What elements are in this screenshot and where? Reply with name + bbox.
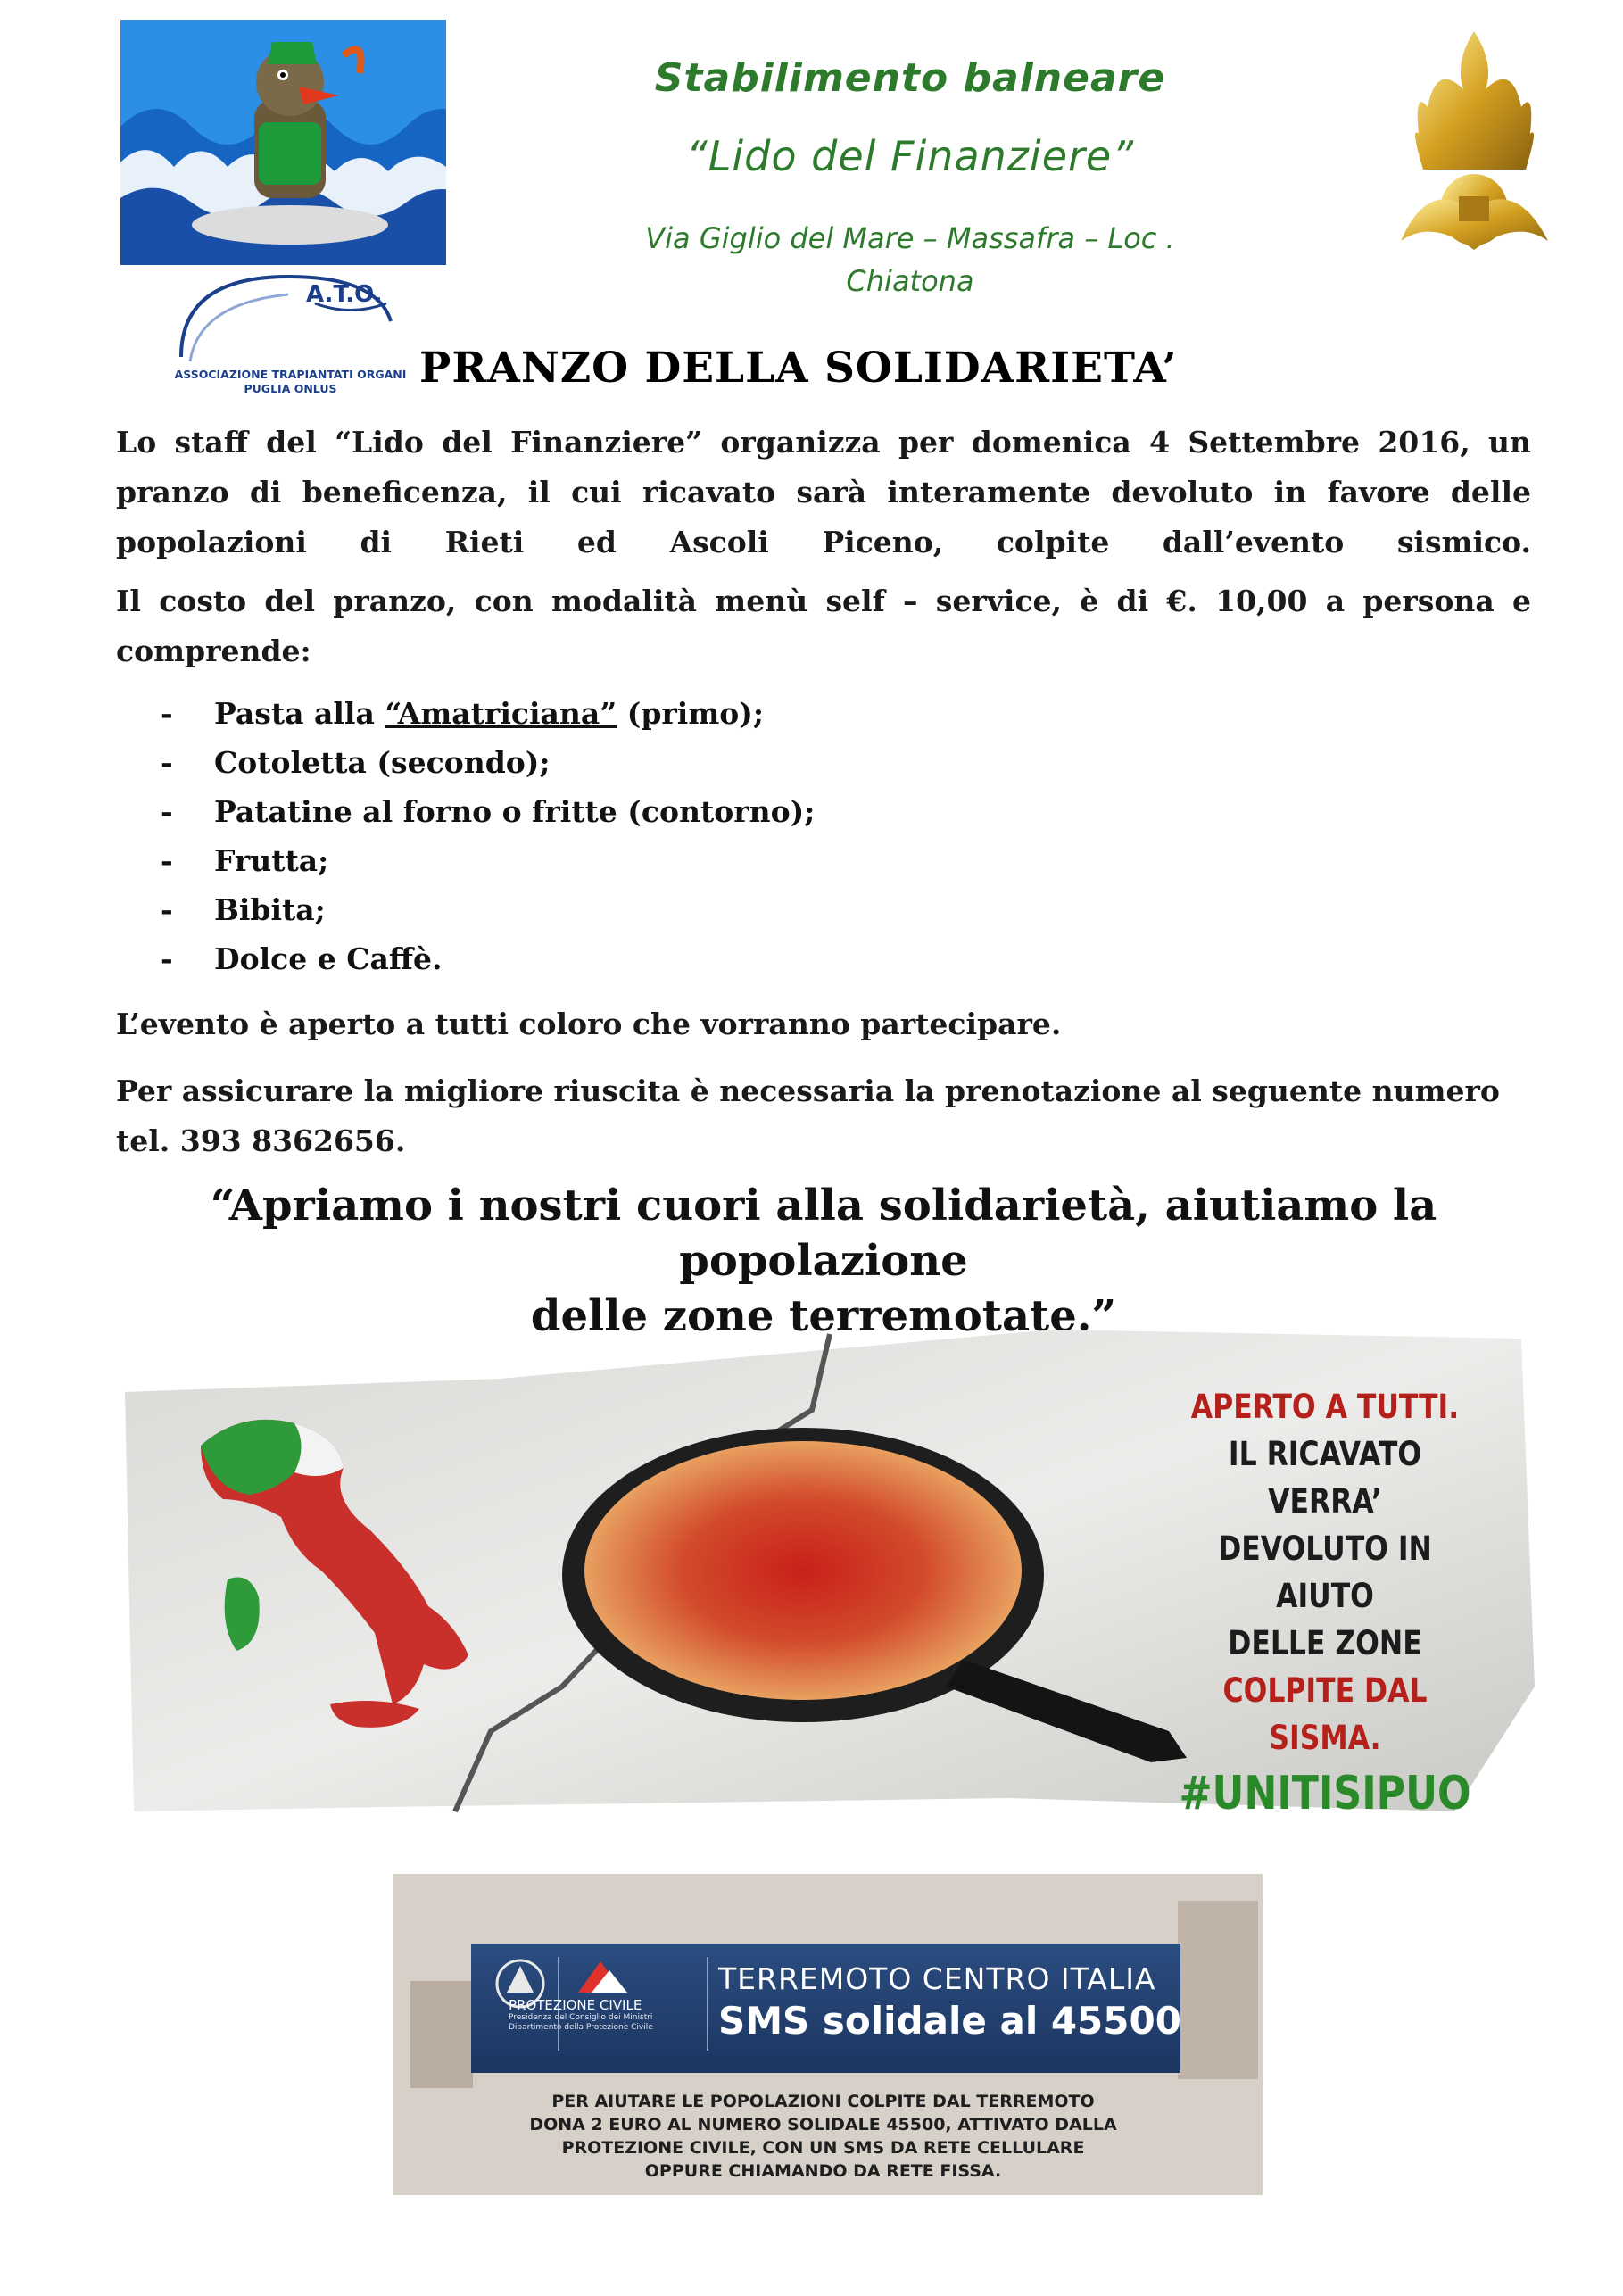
lido-logo [120,20,446,265]
list-item [161,885,815,934]
cost-paragraph: Il costo del pranzo, con modalità menù self – service, è di €. 10,00 a persona e comprende: [116,584,1531,668]
ato-region: PUGLIA ONLUS [244,382,337,395]
list-dash: - [161,794,173,829]
banner-line-2: IL RICAVATO VERRA’ [1228,1435,1422,1521]
list-item [161,934,815,983]
menu-item-text: Patatine al forno o fritte (contorno); [214,794,816,829]
list-dash: - [161,941,173,976]
pc-info-line-1: PER AIUTARE LE POPOLAZIONI COLPITE DAL TERREMOTO [551,2092,1095,2111]
open-to-all-paragraph: L’evento è aperto a tutti coloro che vorranno partecipare. [116,1007,1062,1041]
protezione-civile-logo-sub: Presidenza del Consiglio dei Ministri Dipartimento della Protezione Civile [509,2013,653,2032]
booking-paragraph: Per assicurare la migliore riuscita è necessaria la prenotazione al seguente numero tel. 393 8362656. [116,1073,1500,1158]
banner-line-3: DEVOLUTO IN AIUTO [1218,1529,1432,1615]
list-item [161,738,815,787]
ato-short-name: A.T.O. [306,281,383,308]
list-item [161,689,815,738]
pc-headline-1: TERREMOTO CENTRO ITALIA [718,1961,1156,1996]
pc-info-line-4: OPPURE CHIAMANDO DA RETE FISSA. [644,2161,1002,2181]
ato-caption [172,368,409,396]
finanza-emblem-icon [1392,27,1557,281]
menu-item-suffix: (primo); [617,696,765,731]
menu-item-text: Frutta; [214,843,329,878]
pc-info-line-2: DONA 2 EURO AL NUMERO SOLIDALE 45500, ATTIVATO DALLA [529,2115,1117,2134]
pc-info-line-3: PROTEZIONE CIVILE, CON UN SMS DA RETE CELLULARE [561,2138,1085,2158]
quote-line-2: delle zone terremotate.” [530,1291,1117,1341]
banner-line-1: APERTO A TUTTI. [1190,1388,1460,1426]
banner-line-4: DELLE ZONE [1228,1624,1422,1662]
menu-item-text: Cotoletta (secondo); [214,745,551,780]
menu-item-text: Bibita; [214,892,326,927]
page-title: PRANZO DELLA SOLIDARIETA’ [419,344,1178,393]
header-title: Stabilimento balneare [654,55,1166,101]
menu-item-text: Dolce e Caffè. [214,941,443,976]
address-line: Via Giglio del Mare – Massafra – Loc . [645,221,1175,255]
quote-line-1: “Apriamo i nostri cuori alla solidarietà, aiutiamo la popolazione [210,1181,1437,1286]
menu-list [161,689,815,983]
list-dash: - [161,892,173,927]
list-dash: - [161,745,173,780]
intro-paragraph: Lo staff del “Lido del Finanziere” organizza per domenica 4 Settembre 2016, un pranzo di beneficenza, il cui ricavato sarà interamente devoluto in favore delle popolazioni di Rieti ed Ascoli Piceno, colpite dall’evento sismico. [116,425,1531,559]
ato-name: ASSOCIAZIONE TRAPIANTATI ORGANI [174,368,407,381]
banner-hashtag: #UNITISIPUO [1179,1767,1471,1820]
menu-item-emphasis: “Amatriciana” [385,696,617,731]
protezione-civile-logo-name: PROTEZIONE CIVILE [509,1997,642,2013]
header-venue-name: “Lido del Finanziere” [685,132,1135,180]
pc-headline-2: SMS solidale al 45500 [718,1999,1181,2043]
menu-item-text [214,689,764,738]
list-item [161,787,815,836]
menu-item-prefix: Pasta alla [214,696,385,731]
banner-text [1170,1383,1481,1818]
list-dash: - [161,696,173,731]
pc-info [451,2090,1196,2183]
banner-line-5: COLPITE DAL SISMA. [1222,1671,1428,1757]
header-address [535,217,1285,303]
list-dash: - [161,843,173,878]
list-item [161,836,815,885]
address-locality: Chiatona [846,264,974,298]
